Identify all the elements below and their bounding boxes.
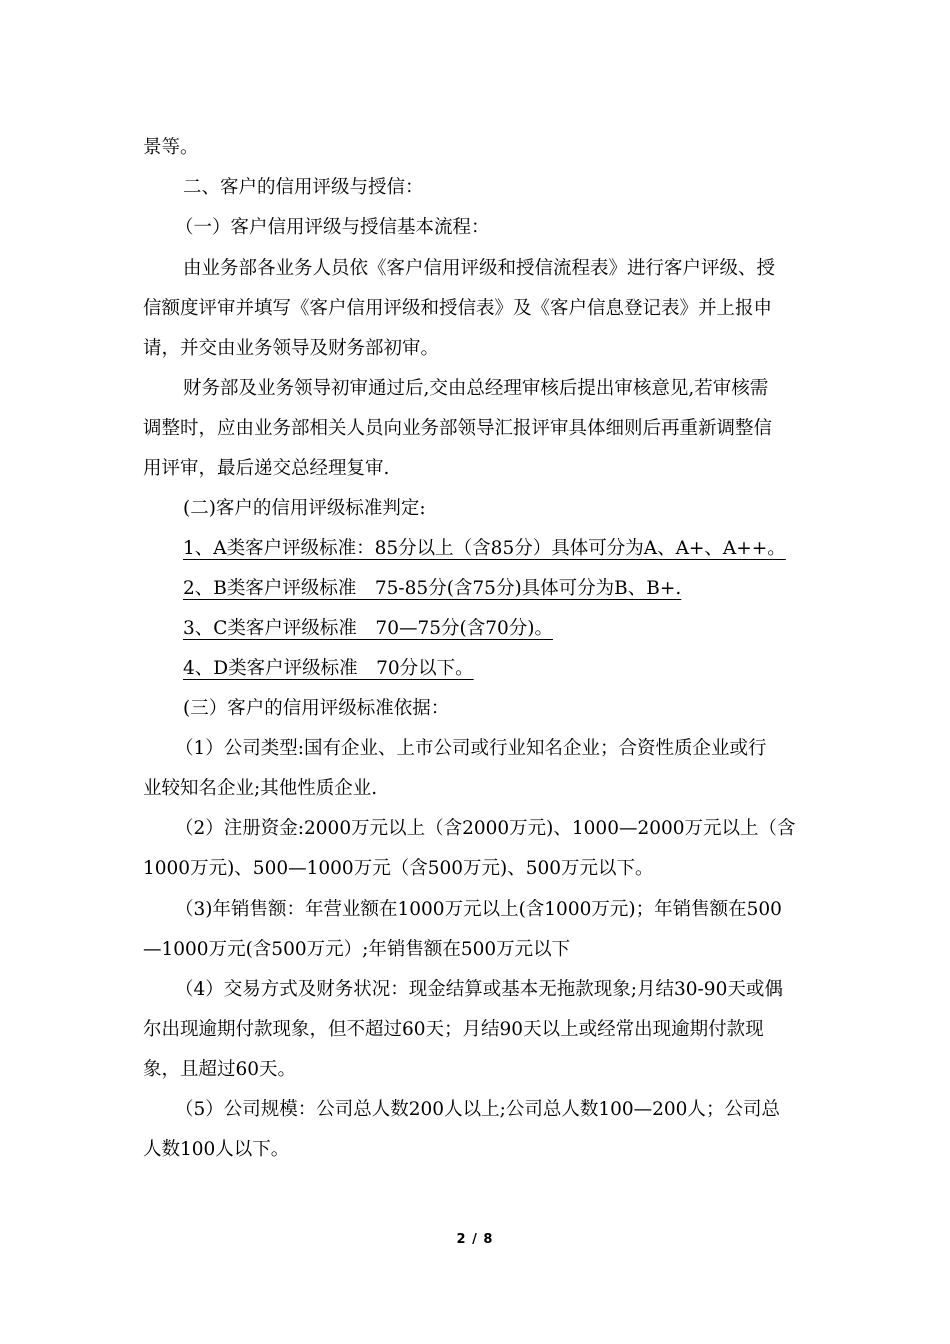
rating-standard-c: 3、C类客户评级标准 70—75分(含70分)。 bbox=[183, 618, 553, 639]
subsection-heading: （一）客户信用评级与授信基本流程： bbox=[175, 217, 490, 238]
rating-standard-d: 4、D类客户评级标准 70分以下。 bbox=[183, 658, 474, 679]
text-line: —1000万元(含500万元）;年销售额在500万元以下 bbox=[143, 939, 571, 960]
text-line: 业较知名企业;其他性质企业. bbox=[143, 778, 378, 799]
subsection-heading: (三）客户的信用评级标准依据： bbox=[183, 698, 450, 719]
page-number: 2 / 8 bbox=[456, 1232, 494, 1247]
text-line: 调整时，应由业务部相关人员向业务部领导汇报评审具体细则后再重新调整信 bbox=[143, 418, 773, 439]
text-line: 象，且超过60天。 bbox=[143, 1059, 297, 1080]
text-line: （2）注册资金:2000万元以上（含2000万元)、1000—2000万元以上（含 bbox=[175, 818, 796, 839]
text-line: 信额度评审并填写《客户信用评级和授信表》及《客户信息登记表》并上报申 bbox=[143, 298, 773, 319]
text-line: 财务部及业务领导初审通过后,交由总经理审核后提出审核意见,若审核需 bbox=[183, 378, 769, 399]
text-line: （5）公司规模：公司总人数200人以上;公司总人数100—200人；公司总 bbox=[175, 1099, 780, 1120]
text-line: 由业务部各业务人员依《客户信用评级和授信流程表》进行客户评级、授 bbox=[183, 258, 776, 279]
text-line: 景等。 bbox=[143, 137, 199, 158]
text-line: 请，并交由业务领导及财务部初审。 bbox=[143, 338, 440, 359]
section-heading: 二、客户的信用评级与授信： bbox=[183, 177, 424, 198]
text-line: （1）公司类型:国有企业、上市公司或行业知名企业；合资性质企业或行 bbox=[175, 738, 767, 759]
rating-standard-b: 2、B类客户评级标准 75-85分(含75分)具体可分为B、B+. bbox=[183, 578, 682, 599]
subsection-heading: (二)客户的信用评级标准判定: bbox=[183, 498, 426, 519]
text-line: （4）交易方式及财务状况：现金结算或基本无拖款现象;月结30-90天或偶 bbox=[175, 979, 783, 1000]
text-line: （3)年销售额：年营业额在1000万元以上(含1000万元)；年销售额在500 bbox=[175, 899, 782, 920]
text-line: 尔出现逾期付款现象，但不超过60天；月结90天以上或经常出现逾期付款现 bbox=[143, 1019, 764, 1040]
text-line: 人数100人以下。 bbox=[143, 1139, 290, 1160]
rating-standard-a: 1、A类客户评级标准：85分以上（含85分）具体可分为A、A+、A++。 bbox=[183, 538, 786, 559]
text-line: 用评审，最后递交总经理复审. bbox=[143, 458, 390, 479]
text-line: 1000万元)、500—1000万元（含500万元)、500万元以下。 bbox=[143, 858, 654, 879]
